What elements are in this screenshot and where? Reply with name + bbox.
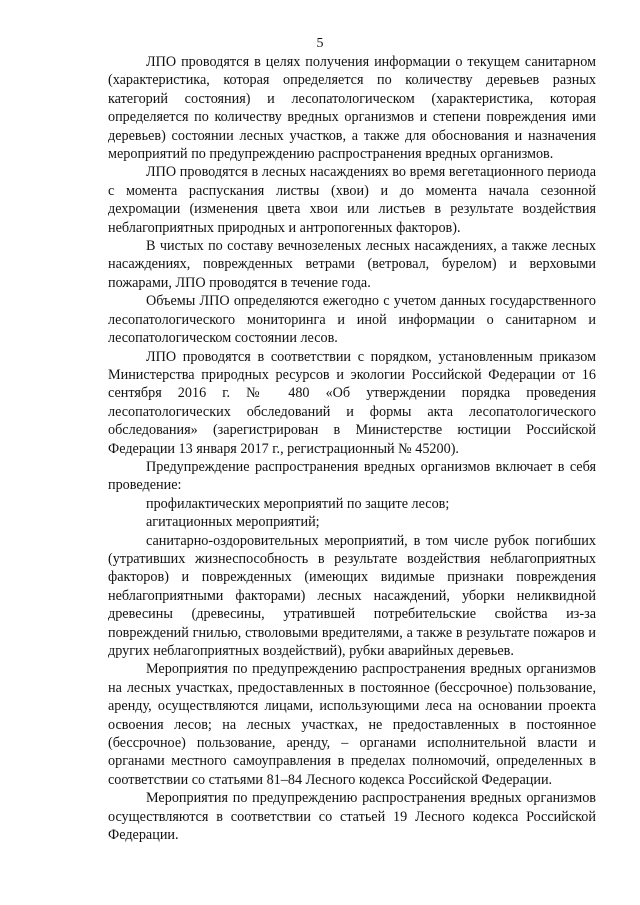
- paragraph-lpo-evergreen: В чистых по составу вечнозеленых лесных насаждениях, а также лесных насаждениях, поврежденных ветрами (ветровал, бурелом) и верховыми пожарами, ЛПО проводятся в течение года.: [108, 238, 596, 291]
- paragraph-legal-basis: Мероприятия по предупреждению распространения вредных организмов осуществляются в соответствии со статьей 19 Лесного кодекса Российской Федерации.: [108, 790, 596, 844]
- paragraph-lpo-order: ЛПО проводятся в соответствии с порядком, установленным приказом Министерства природных ресурсов и экологии Российской Федерации от 16 сентября 2016 г. № 480 «Об утверждении порядка проведения лесопатологических обследований и формы акта лесопатологического обследования» (зарегистрирован в Министерстве юстиции Российской Федерации 13 января 2017 г., регистрационный № 45200).: [108, 348, 596, 457]
- paragraph-lpo-purpose: ЛПО проводятся в целях получения информации о текущем санитарном (характеристика, которая определяется по количеству деревьев разных категорий состояния) и лесопатологическом (характеристика, которая определяется по количеству вредных организмов и степени повреждения ими деревьев) состоянии лесных участков, а также для обоснования и назначения мероприятий по предупреждению распространения вредных организмов.: [108, 54, 596, 163]
- page-number: 5: [316, 36, 324, 51]
- list-item-preventive-measures: профилактических мероприятий по защите лесов;: [146, 495, 450, 512]
- list-item-campaign-measures: агитационных мероприятий;: [146, 514, 320, 531]
- list-item-sanitary-measures: санитарно-оздоровительных мероприятий, в том числе рубок погибших (утративших жизнеспособность в результате воздействия неблагоприятных факторов) и поврежденных (имеющих видимые признаки повреждения неблагоприятными факторами) лесных насаждений, уборки неликвидной древесины (древесины, утратившей потребительские свойства из-за повреждений гнилью, стволовыми вредителями, а также в результате пожаров и других неблагоприятных воздействий), рубки аварийных деревьев.: [108, 532, 596, 659]
- paragraph-responsible-parties: Мероприятия по предупреждению распространения вредных организмов на лесных участках, предоставленных в постоянное (бессрочное) пользование, аренду, осуществляются лицами, использующими леса на основании проекта освоения лесов; на лесных участках, не предоставленных в постоянное (бессрочное) пользование, аренду, – органами исполнительной власти и органами местного самоуправления в пределах полномочий, определенных в соответствии со статьями 81–84 Лесного кодекса Российской Федерации.: [108, 661, 596, 788]
- paragraph-lpo-timing: ЛПО проводятся в лесных насаждениях во время вегетационного периода с момента распускания листвы (хвои) и до момента начала сезонной дехромации (изменения цвета хвои или листьев в результате воздействия неблагоприятных природных и антропогенных факторов).: [108, 164, 596, 236]
- page-body: [108, 53, 596, 844]
- paragraph-prevention-intro: Предупреждение распространения вредных организмов включает в себя проведение:: [108, 458, 596, 494]
- paragraph-lpo-volumes: Объемы ЛПО определяются ежегодно с учетом данных государственного лесопатологического мониторинга и иной информации о санитарном и лесопатологическом состоянии лесов.: [108, 293, 596, 347]
